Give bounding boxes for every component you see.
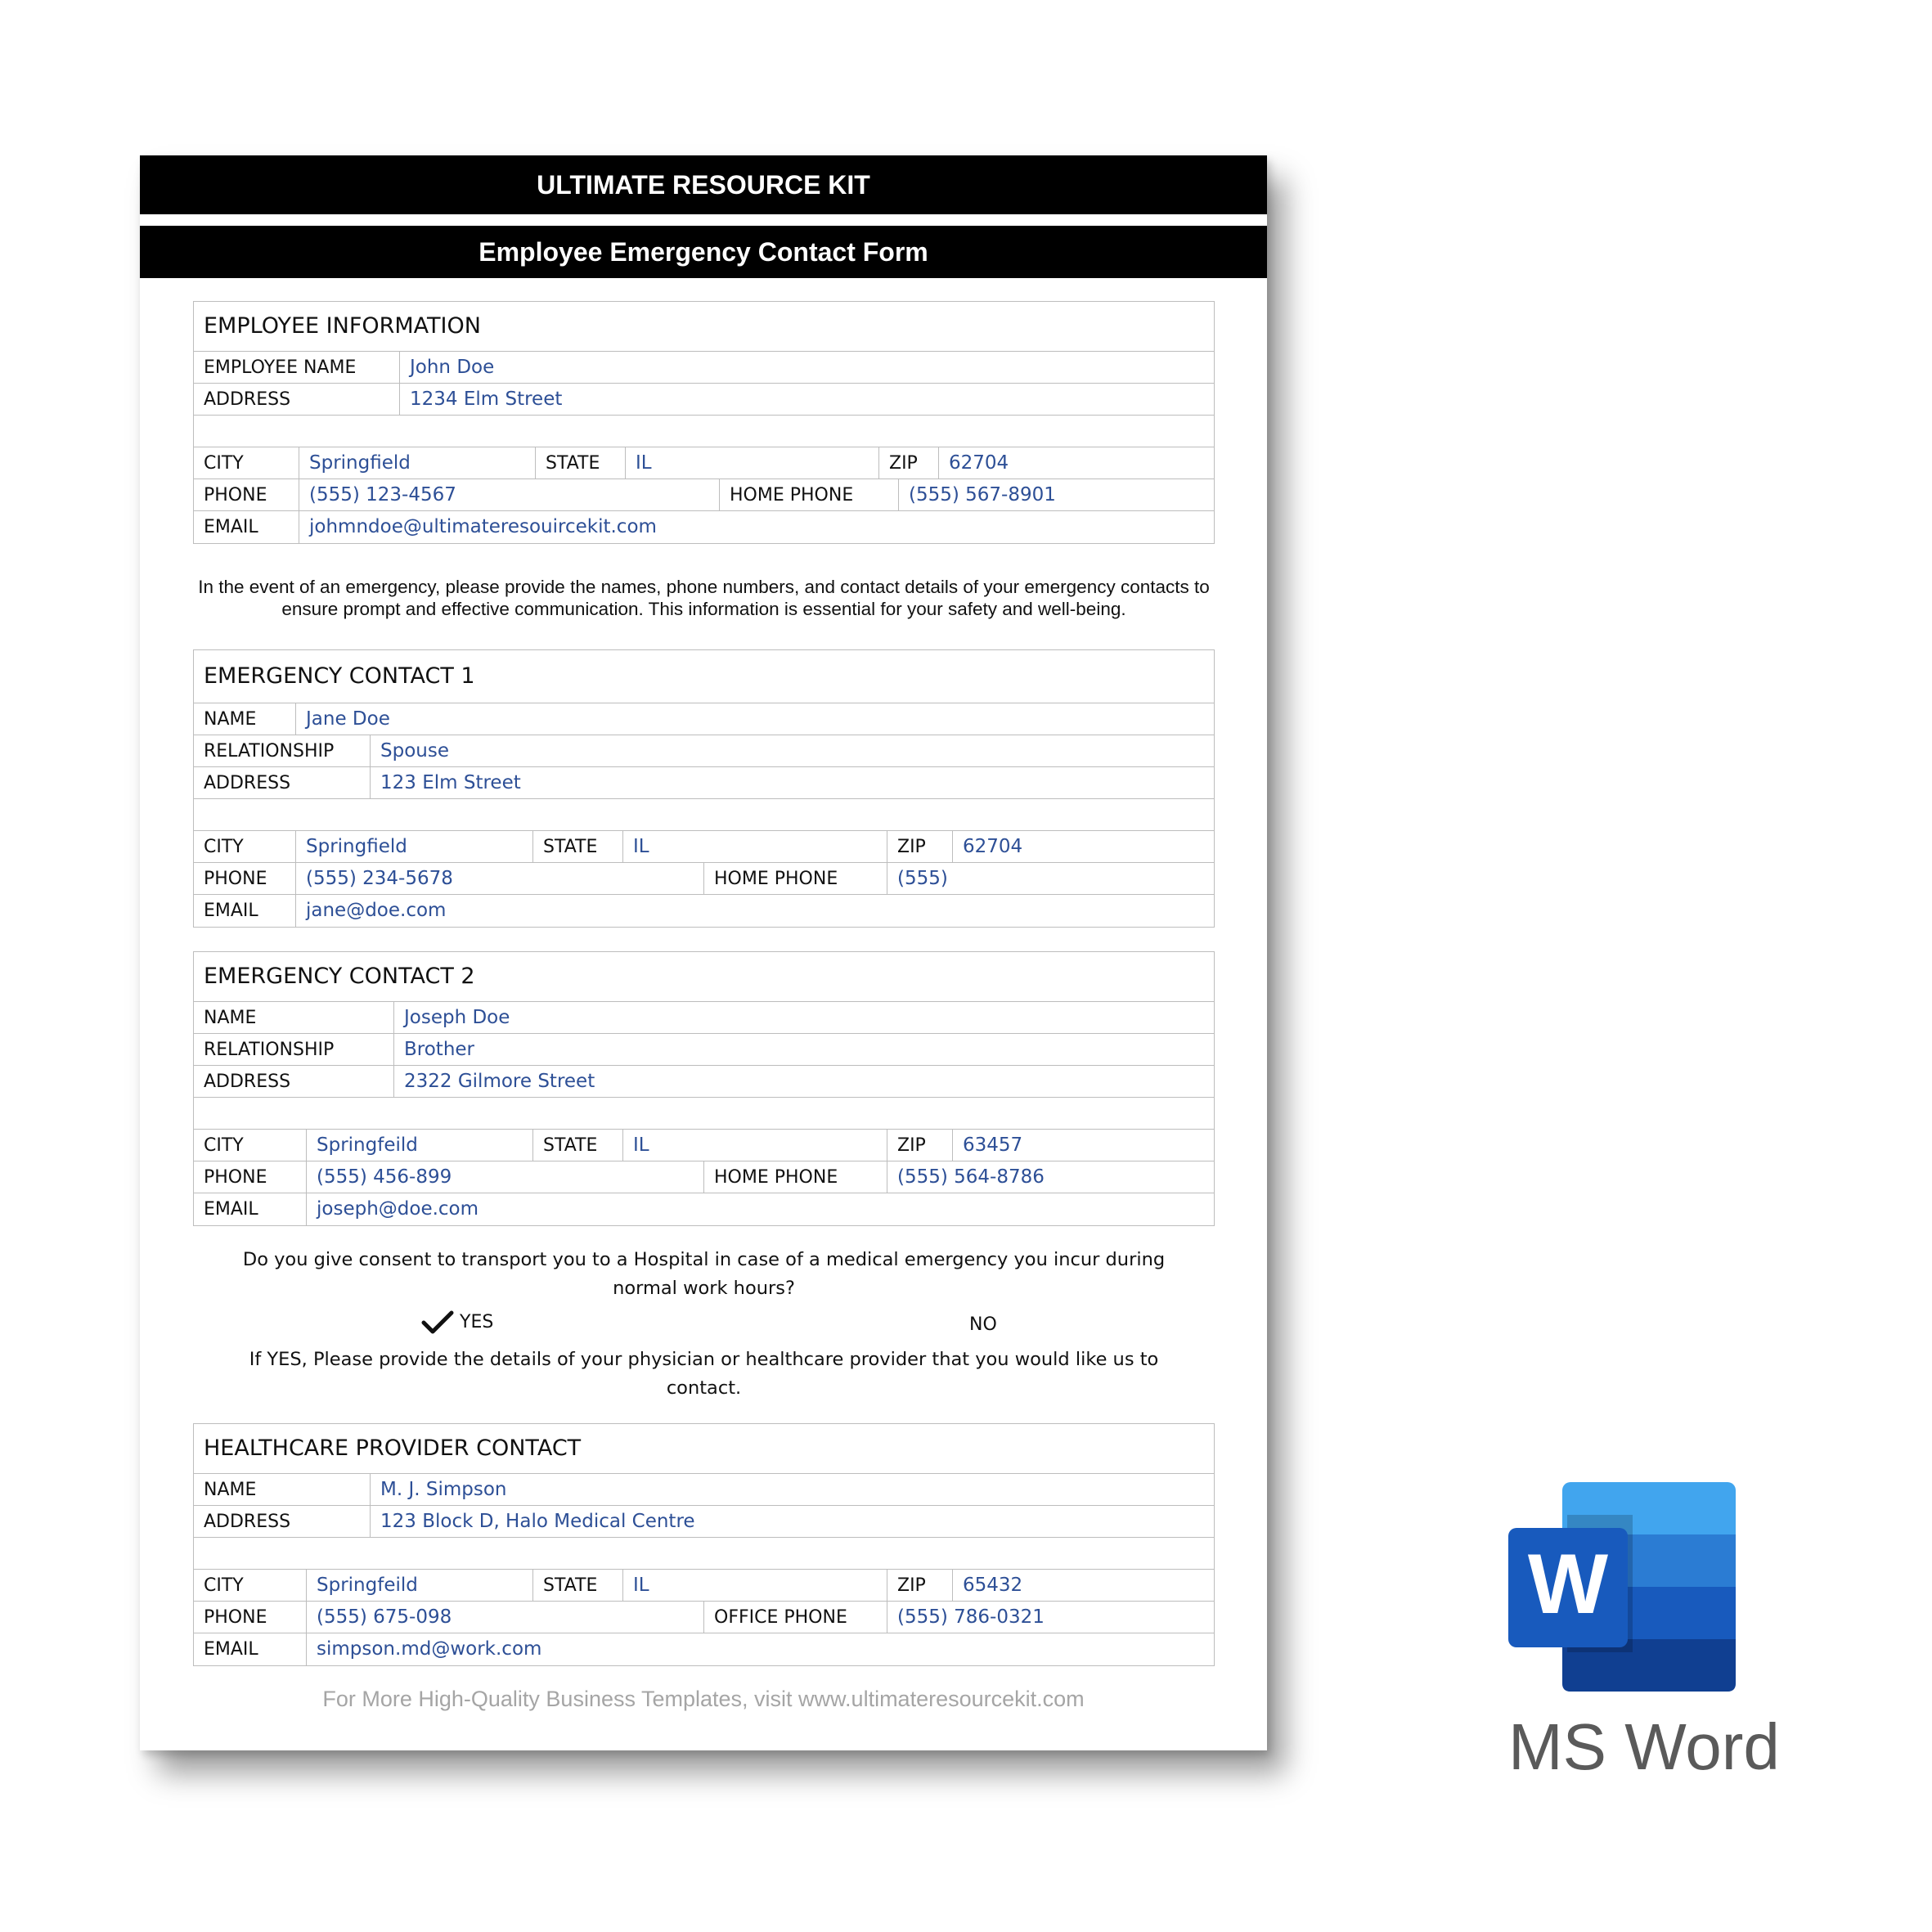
table-row: [194, 767, 1214, 799]
field-label: EMPLOYEE NAME: [194, 352, 400, 383]
field-label: STATE: [533, 1130, 623, 1161]
employee-state-field[interactable]: IL: [626, 447, 879, 479]
emergency-contact-2-table: [193, 951, 1215, 1226]
table-row: [194, 831, 1214, 863]
table-row: [194, 1602, 1214, 1633]
field-label: ADDRESS: [194, 384, 400, 415]
section-title: EMPLOYEE INFORMATION: [194, 302, 1214, 352]
contact1-state-field[interactable]: IL: [623, 831, 887, 862]
provider-phone-field[interactable]: (555) 675-098: [307, 1602, 704, 1633]
contact2-zip-field[interactable]: 63457: [963, 1134, 1023, 1156]
consent-no-label: NO: [969, 1314, 997, 1335]
app-caption: MS Word: [1508, 1710, 1780, 1783]
table-row: [194, 1130, 1214, 1161]
field-label: CITY: [194, 831, 296, 862]
table-row: [194, 352, 1214, 384]
employee-phone-field[interactable]: (555) 123-4567: [299, 479, 720, 510]
field-label: NAME: [194, 1002, 394, 1033]
provider-city-field[interactable]: Springfeild: [307, 1570, 533, 1601]
checkmark-icon: [421, 1310, 454, 1336]
field-label: NAME: [194, 703, 296, 735]
table-row: [194, 1002, 1214, 1034]
provider-office-phone-field[interactable]: (555) 786-0321: [897, 1606, 1045, 1628]
healthcare-provider-table: [193, 1423, 1215, 1666]
field-label: HOME PHONE: [704, 1161, 887, 1193]
table-row: [194, 703, 1214, 735]
field-label: EMAIL: [194, 1193, 307, 1225]
table-row: [194, 863, 1214, 895]
section-title: HEALTHCARE PROVIDER CONTACT: [194, 1424, 1214, 1474]
field-label: ZIP: [887, 831, 953, 862]
contact2-name-field[interactable]: Joseph Doe: [404, 1007, 510, 1028]
field-label: EMAIL: [194, 895, 296, 927]
emergency-contact-1-table: [193, 649, 1215, 928]
table-row: [194, 1161, 1214, 1193]
employee-email-field[interactable]: johmndoe@ultimateresouircekit.com: [309, 516, 657, 537]
contact1-city-field[interactable]: Springfield: [296, 831, 533, 862]
table-row: [194, 447, 1214, 479]
contact2-email-field[interactable]: joseph@doe.com: [317, 1198, 479, 1220]
employee-name-field[interactable]: John Doe: [410, 357, 495, 378]
table-row: [194, 1066, 1214, 1098]
footer-link[interactable]: For More High-Quality Business Templates, visit www.ultimateresourcekit.com: [322, 1687, 1085, 1711]
field-label: ZIP: [887, 1130, 953, 1161]
address-line-2-field[interactable]: [194, 416, 1214, 447]
contact2-state-field[interactable]: IL: [623, 1130, 887, 1161]
field-label: ADDRESS: [194, 767, 371, 798]
consent-question: Do you give consent to transport you to a Hospital in case of a medical emergency you incur during normal work hours?: [242, 1249, 1166, 1299]
contact1-address-field[interactable]: 123 Elm Street: [380, 772, 521, 793]
table-row: [194, 1474, 1214, 1506]
field-label: PHONE: [194, 1161, 307, 1193]
field-label: HOME PHONE: [720, 479, 899, 510]
intro-paragraph: In the event of an emergency, please provide the names, phone numbers, and contact details of your emergency contacts to ensure prompt and effective communication. This information is essential for your safety and well-being.: [198, 577, 1210, 619]
table-row: [194, 1633, 1214, 1665]
field-label: ZIP: [887, 1570, 953, 1601]
employee-address-field[interactable]: 1234 Elm Street: [410, 389, 563, 410]
field-label: ADDRESS: [194, 1066, 394, 1097]
table-row-blank: [194, 1538, 1214, 1570]
address-line-2-field[interactable]: [194, 799, 1214, 830]
table-row: [194, 895, 1214, 927]
field-label: ADDRESS: [194, 1506, 371, 1537]
contact2-address-field[interactable]: 2322 Gilmore Street: [404, 1071, 595, 1092]
field-label: PHONE: [194, 479, 299, 510]
employee-city-field[interactable]: Springfield: [299, 447, 536, 479]
field-label: RELATIONSHIP: [194, 735, 371, 766]
provider-name-field[interactable]: M. J. Simpson: [380, 1479, 507, 1500]
field-label: STATE: [533, 1570, 623, 1601]
document-page: [140, 155, 1267, 1750]
table-row-blank: [194, 416, 1214, 447]
field-label: PHONE: [194, 1602, 307, 1633]
employee-info-table: [193, 301, 1215, 544]
field-label: CITY: [194, 1570, 307, 1601]
field-label: STATE: [533, 831, 623, 862]
contact1-email-field[interactable]: jane@doe.com: [306, 900, 447, 921]
provider-address-field[interactable]: 123 Block D, Halo Medical Centre: [380, 1511, 695, 1532]
provider-state-field[interactable]: IL: [623, 1570, 887, 1601]
table-row: [194, 1034, 1214, 1066]
contact1-phone-field[interactable]: (555) 234-5678: [296, 863, 704, 894]
contact2-home-phone-field[interactable]: (555) 564-8786: [897, 1166, 1045, 1188]
contact2-phone-field[interactable]: (555) 456-899: [307, 1161, 704, 1193]
employee-home-phone-field[interactable]: (555) 567-8901: [909, 484, 1056, 505]
field-label: STATE: [536, 447, 626, 479]
section-title: EMERGENCY CONTACT 2: [194, 952, 1214, 1002]
contact1-zip-field[interactable]: 62704: [963, 836, 1023, 857]
field-label: CITY: [194, 447, 299, 479]
field-label: ZIP: [879, 447, 939, 479]
field-label: HOME PHONE: [704, 863, 887, 894]
field-label: CITY: [194, 1130, 307, 1161]
field-label: NAME: [194, 1474, 371, 1505]
employee-zip-field[interactable]: 62704: [949, 452, 1009, 474]
field-label: OFFICE PHONE: [704, 1602, 887, 1633]
contact1-name-field[interactable]: Jane Doe: [306, 708, 390, 730]
contact1-home-phone-field[interactable]: (555): [897, 868, 948, 889]
field-label: RELATIONSHIP: [194, 1034, 394, 1065]
word-icon: [1508, 1482, 1737, 1695]
contact2-city-field[interactable]: Springfeild: [307, 1130, 533, 1161]
contact2-relationship-field[interactable]: Brother: [404, 1039, 475, 1060]
section-title: EMERGENCY CONTACT 1: [194, 650, 1214, 703]
field-label: PHONE: [194, 863, 296, 894]
table-row: [194, 1570, 1214, 1602]
brand-banner: ULTIMATE RESOURCE KIT: [140, 155, 1267, 214]
address-line-2-field[interactable]: [194, 1538, 1214, 1569]
word-icon-letter: W: [1527, 1537, 1609, 1632]
contact1-relationship-field[interactable]: Spouse: [380, 740, 449, 762]
table-row-blank: [194, 1098, 1214, 1130]
field-label: EMAIL: [194, 511, 299, 543]
table-row: [194, 479, 1214, 511]
table-row: [194, 735, 1214, 767]
address-line-2-field[interactable]: [194, 1098, 1214, 1129]
field-label: EMAIL: [194, 1633, 307, 1665]
table-row: [194, 384, 1214, 416]
consent-no-option[interactable]: [969, 1314, 997, 1335]
consent-yes-label: YES: [460, 1312, 494, 1332]
provider-zip-field[interactable]: 65432: [963, 1575, 1023, 1596]
table-row: [194, 511, 1214, 543]
form-title-banner: Employee Emergency Contact Form: [140, 226, 1267, 278]
consent-yes-option[interactable]: [421, 1310, 493, 1336]
table-row-blank: [194, 799, 1214, 831]
table-row: [194, 1193, 1214, 1225]
table-row: [194, 1506, 1214, 1538]
consent-followup: If YES, Please provide the details of your physician or healthcare provider that you would like us to contact.: [249, 1349, 1159, 1399]
provider-email-field[interactable]: simpson.md@work.com: [317, 1638, 542, 1660]
